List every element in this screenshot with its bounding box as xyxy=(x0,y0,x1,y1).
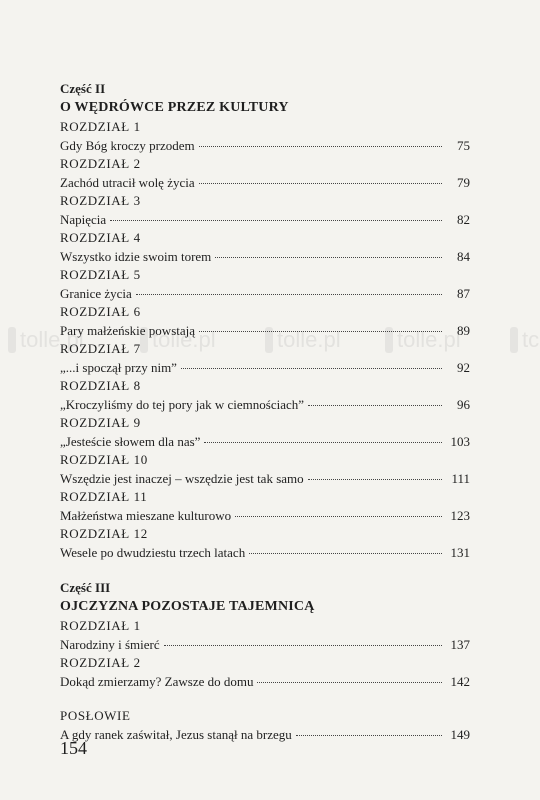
entry-title: „Jesteście słowem dla nas” xyxy=(60,434,201,449)
afterword-label: POSŁOWIE xyxy=(60,708,131,723)
entry-page-number: 137 xyxy=(450,637,470,652)
entry-page-number: 84 xyxy=(457,249,470,264)
entry-page-number: 131 xyxy=(450,545,470,560)
dot-leader xyxy=(308,405,442,406)
chapter-label: ROZDZIAŁ 9 xyxy=(60,415,141,430)
lighthouse-icon xyxy=(8,327,16,353)
section-spacer xyxy=(60,691,470,707)
entry-page-number: 79 xyxy=(457,175,470,190)
entry-page-number: 111 xyxy=(451,471,470,486)
chapter-label: ROZDZIAŁ 6 xyxy=(60,304,141,319)
toc-entry xyxy=(60,469,470,488)
toc-entry xyxy=(60,321,470,340)
entry-page-number: 142 xyxy=(450,674,470,689)
chapter-label: ROZDZIAŁ 2 xyxy=(60,156,141,171)
part-title: O WĘDRÓWCE PRZEZ KULTURY xyxy=(60,100,289,115)
dot-leader xyxy=(235,516,442,517)
entry-page-number: 82 xyxy=(457,212,470,227)
entry-title: „Kroczyliśmy do tej pory jak w ciemnościach” xyxy=(60,397,305,412)
toc-entry xyxy=(60,136,470,155)
entry-title: Małżeństwa mieszane kulturowo xyxy=(60,508,232,523)
entry-page-number: 87 xyxy=(457,286,470,301)
entry-title: Dokąd zmierzamy? Zawsze do domu xyxy=(60,674,254,689)
toc-entry xyxy=(60,247,470,266)
toc-entry xyxy=(60,506,470,525)
dot-leader xyxy=(136,294,442,295)
dot-leader xyxy=(164,645,442,646)
watermark-text: tolle.pl xyxy=(20,327,84,352)
entry-page-number: 89 xyxy=(457,323,470,338)
toc-entry xyxy=(60,358,470,377)
entry-title: Zachód utracił wolę życia xyxy=(60,175,195,190)
dot-leader xyxy=(249,553,442,554)
toc-entry xyxy=(60,725,470,744)
watermark-text: tolle.pl xyxy=(397,327,461,352)
dot-leader xyxy=(308,479,442,480)
chapter-label: ROZDZIAŁ 1 xyxy=(60,119,141,134)
toc-entry xyxy=(60,672,470,691)
chapter-label: ROZDZIAŁ 7 xyxy=(60,341,141,356)
toc-entry xyxy=(60,284,470,303)
entry-title: Narodziny i śmierć xyxy=(60,637,160,652)
chapter-label: ROZDZIAŁ 3 xyxy=(60,193,141,208)
dot-leader xyxy=(215,257,442,258)
chapter-label: ROZDZIAŁ 11 xyxy=(60,489,148,504)
chapter-label: ROZDZIAŁ 8 xyxy=(60,378,141,393)
entry-title: Napięcia xyxy=(60,212,107,227)
dot-leader xyxy=(199,183,442,184)
chapter-label: ROZDZIAŁ 10 xyxy=(60,452,148,467)
page-number: 154 xyxy=(60,738,87,758)
lighthouse-icon xyxy=(510,327,518,353)
table-of-contents xyxy=(60,80,470,744)
entry-page-number: 123 xyxy=(450,508,470,523)
entry-page-number: 149 xyxy=(450,727,470,742)
dot-leader xyxy=(204,442,442,443)
entry-title: Granice życia xyxy=(60,286,132,301)
chapter-label: ROZDZIAŁ 2 xyxy=(60,655,141,670)
dot-leader xyxy=(110,220,442,221)
chapter-label: ROZDZIAŁ 12 xyxy=(60,526,148,541)
toc-entry xyxy=(60,432,470,451)
watermark-text-tail: tc xyxy=(522,327,540,352)
dot-leader xyxy=(199,331,442,332)
entry-page-number: 103 xyxy=(450,434,470,449)
toc-entry xyxy=(60,210,470,229)
toc-entry xyxy=(60,543,470,562)
entry-title: Pary małżeńskie powstają xyxy=(60,323,196,338)
entry-page-number: 92 xyxy=(457,360,470,375)
dot-leader xyxy=(199,146,442,147)
entry-title: A gdy ranek zaświtał, Jezus stanął na brzegu xyxy=(60,727,292,742)
watermark-text: tolle.pl xyxy=(152,327,216,352)
entry-page-number: 75 xyxy=(457,138,470,153)
toc-entry xyxy=(60,173,470,192)
entry-title: „...i spoczął przy nim” xyxy=(60,360,177,375)
entry-page-number: 96 xyxy=(457,397,470,412)
entry-title: Gdy Bóg kroczy przodem xyxy=(60,138,195,153)
watermark-text: tolle.pl xyxy=(277,327,341,352)
toc-entry xyxy=(60,635,470,654)
dot-leader xyxy=(296,735,442,736)
chapter-label: ROZDZIAŁ 1 xyxy=(60,618,141,633)
entry-title: Wszystko idzie swoim torem xyxy=(60,249,212,264)
dot-leader xyxy=(257,682,442,683)
section-spacer xyxy=(60,562,470,579)
chapter-label: ROZDZIAŁ 4 xyxy=(60,230,141,245)
part-label: Część III xyxy=(60,580,111,595)
part-title: OJCZYZNA POZOSTAJE TAJEMNICĄ xyxy=(60,599,315,614)
part-label: Część II xyxy=(60,81,106,96)
toc-entry xyxy=(60,395,470,414)
chapter-label: ROZDZIAŁ 5 xyxy=(60,267,141,282)
entry-title: Wszędzie jest inaczej – wszędzie jest tak samo xyxy=(60,471,304,486)
dot-leader xyxy=(181,368,442,369)
entry-title: Wesele po dwudziestu trzech latach xyxy=(60,545,246,560)
